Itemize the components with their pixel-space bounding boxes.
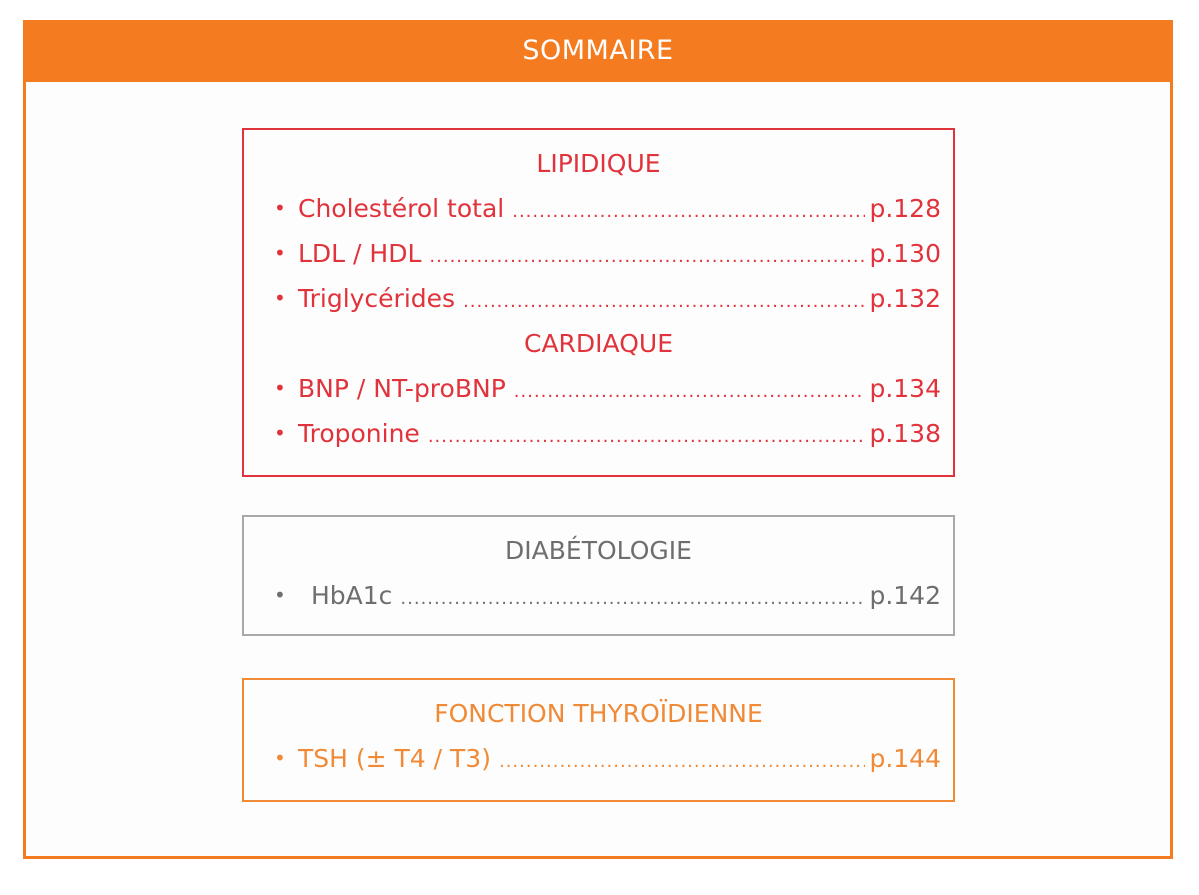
entry-page: p.144 <box>869 744 941 773</box>
dot-leader <box>499 739 865 784</box>
toc-entry-triglycerides[interactable] <box>244 276 953 321</box>
toc-entry-troponine[interactable] <box>244 411 953 456</box>
section-heading-diabetologie: DIABÉTOLOGIE <box>505 536 692 565</box>
bullet-icon: • <box>274 286 286 310</box>
dot-leader <box>463 279 865 324</box>
entry-label: HbA1c <box>311 581 393 610</box>
section-heading-lipidique: LIPIDIQUE <box>536 149 661 178</box>
toc-entry-bnp[interactable] <box>244 366 953 411</box>
entry-label: Troponine <box>298 419 420 448</box>
toc-entry-tsh[interactable] <box>244 736 953 781</box>
toc-entry-hba1c[interactable] <box>244 573 953 618</box>
bullet-icon: • <box>274 421 286 445</box>
entry-page: p.132 <box>869 284 941 313</box>
entry-label: Cholestérol total <box>298 194 505 223</box>
dot-leader <box>429 234 865 279</box>
section-heading-thyroidienne: FONCTION THYROÏDIENNE <box>434 699 763 728</box>
section-lipid-cardiac <box>242 128 955 477</box>
toc-entry-ldl-hdl[interactable] <box>244 231 953 276</box>
dot-leader <box>512 189 865 234</box>
entry-page: p.134 <box>869 374 941 403</box>
entry-label: LDL / HDL <box>298 239 422 268</box>
entry-page: p.138 <box>869 419 941 448</box>
bullet-icon: • <box>274 746 286 770</box>
section-diabetologie <box>242 515 955 636</box>
bullet-icon: • <box>274 241 286 265</box>
dot-leader <box>514 369 866 414</box>
section-fonction-thyroidienne <box>242 678 955 802</box>
dot-leader <box>428 414 866 459</box>
bullet-icon: • <box>274 376 286 400</box>
section-heading-cardiaque: CARDIAQUE <box>524 329 673 358</box>
entry-label: Triglycérides <box>298 284 456 313</box>
toc-entry-cholesterol-total[interactable] <box>244 186 953 231</box>
entry-label: BNP / NT-proBNP <box>298 374 506 403</box>
bullet-icon: • <box>274 196 286 220</box>
bullet-icon: • <box>274 583 286 607</box>
entry-label: TSH (± T4 / T3) <box>298 744 491 773</box>
entry-page: p.128 <box>869 194 941 223</box>
dot-leader <box>400 576 865 621</box>
summary-title: SOMMAIRE <box>23 20 1173 82</box>
entry-page: p.130 <box>869 239 941 268</box>
entry-page: p.142 <box>869 581 941 610</box>
